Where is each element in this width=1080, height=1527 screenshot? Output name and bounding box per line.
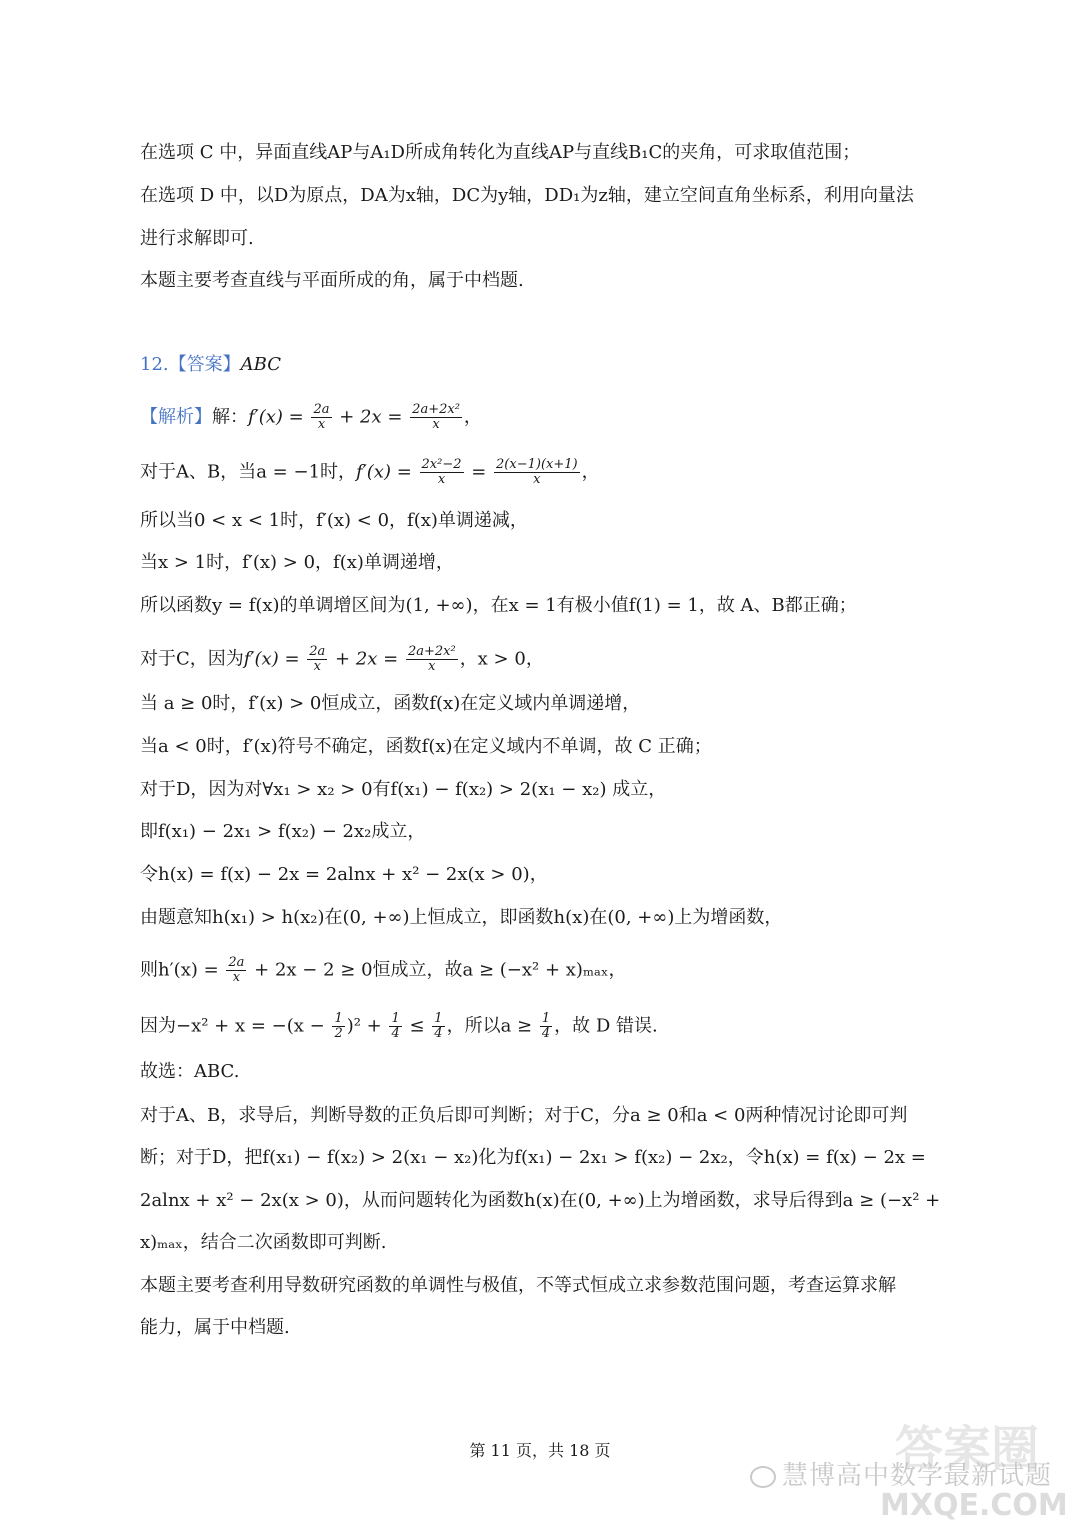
fraction: $\frac{\text{2a+2x²}}{x}$ [407, 644, 456, 674]
solution-line: 2alnx + x² − 2x(x > 0)，从而问题转化为函数h(x)在(0, +∞)上为增函数，求导后得到a ≥ (−x² + [140, 1190, 941, 1211]
intro-line: 本题主要考查直线与平面所成的角，属于中档题. [140, 270, 524, 291]
answer-value: ABC [240, 354, 281, 375]
watermark: 慧博高中数学最新试题 [750, 1455, 1052, 1492]
answer-tag: 【答案】 [168, 354, 241, 375]
fraction: $\frac{\text{2x²−2}}{x}$ [421, 457, 462, 487]
analysis-tag: 【解析】 [140, 406, 212, 428]
fraction: $\frac{2a}{x}$ [309, 644, 326, 674]
solution-line: 所以当0 < x < 1时，f′(x) < 0，f(x)单调递减， [140, 510, 528, 531]
question-number: 12. [140, 354, 169, 375]
solution-line: 故选：ABC. [140, 1061, 240, 1082]
fraction: $\frac{1}{4}$ [541, 1011, 551, 1041]
watermark-logo: 答案圈 [895, 1421, 1040, 1477]
solution-line: 所以函数y = f(x)的单调增区间为(1, +∞)，在x = 1有极小值f(1) = 1，故 A、B都正确； [140, 595, 857, 616]
solution-line: 当a < 0时，f′(x)符号不确定，函数f(x)在定义域内不单调，故 C 正确； [140, 736, 712, 757]
intro-line: 在选项 C 中，异面直线AP与A₁D所成角转化为直线AP与直线B₁C的夹角，可求取值范围； [140, 142, 861, 163]
solution-line: 对于A、B，当a = −1时，f′(x) = $\frac{\text{2x²−2}}{x}$ = $\frac{2(x-1)(x+1)}{x}$ ， [140, 457, 600, 487]
analysis-line: 【解析】解：f′(x) = $\frac{2a}{x}$ + 2x = $\frac{\text{2a+2x²}}{x}$ ， [140, 402, 482, 432]
solution-line: 当 a ≥ 0时，f′(x) > 0恒成立，函数f(x)在定义域内单调递增， [140, 693, 641, 714]
fraction: $\frac{1}{2}$ [334, 1011, 343, 1041]
intro-line: 进行求解即可. [140, 228, 254, 249]
fraction: $\frac{2a}{x}$ [313, 402, 330, 432]
solution-line: 由题意知h(x₁) > h(x₂)在(0, +∞)上恒成立，即函数h(x)在(0, +∞)上为增函数， [140, 907, 783, 928]
solution-line: 对于C，因为f′(x) = $\frac{2a}{x}$ + 2x = $\frac{\text{2a+2x²}}{x}$ ，x > 0， [140, 644, 544, 674]
watermark-url: MXQE.COM [880, 1488, 1068, 1523]
solution-line: 本题主要考查利用导数研究函数的单调性与极值，不等式恒成立求参数范围问题，考查运算求解 [140, 1275, 896, 1296]
fraction: $\frac{1}{4}$ [434, 1011, 443, 1041]
solution-line: 因为−x² + x = −(x − $\frac{1}{2}$ )² + $\frac{1}{4}$ ≤ $\frac{1}{4}$ ，所以a ≥ $\frac{1}{4}$ ，故 D 错误. [140, 1011, 658, 1041]
solution-line: 断；对于D，把f(x₁) − f(x₂) > 2(x₁ − x₂)化为f(x₁) − 2x₁ > f(x₂) − 2x₂，令h(x) = f(x) − 2x = [140, 1147, 926, 1168]
solution-line: 能力，属于中档题. [140, 1317, 290, 1338]
solution-line: 即f(x₁) − 2x₁ > f(x₂) − 2x₂成立， [140, 821, 426, 842]
solution-line: 当x > 1时，f′(x) > 0，f(x)单调递增， [140, 552, 454, 573]
fraction: $\frac{1}{4}$ [391, 1011, 400, 1041]
solution-line: x)ₘₐₓ，结合二次函数即可判断. [140, 1232, 387, 1253]
fraction: $\frac{2a}{x}$ [228, 955, 245, 985]
solution-line: 对于D，因为对∀x₁ > x₂ > 0有f(x₁) − f(x₂) > 2(x₁ − x₂) 成立， [140, 779, 667, 800]
fraction: $\frac{2(x-1)(x+1)}{x}$ [496, 457, 578, 487]
page-footer: 第 11 页，共 18 页 [469, 1441, 611, 1460]
fraction: $\frac{\text{2a+2x²}}{x}$ [412, 402, 460, 432]
question-header [140, 353, 950, 377]
wechat-icon [750, 1466, 776, 1488]
solution-line: 令h(x) = f(x) − 2x = 2alnx + x² − 2x(x > 0)， [140, 864, 548, 885]
solution-line: 对于A、B，求导后，判断导数的正负后即可判断；对于C，分a ≥ 0和a < 0两种情况讨论即可判 [140, 1105, 908, 1126]
intro-line: 在选项 D 中，以D为原点，DA为x轴，DC为y轴，DD₁为z轴，建立空间直角坐标系，利用向量法 [140, 185, 914, 206]
solution-line: 则h′(x) = $\frac{2a}{x}$ + 2x − 2 ≥ 0恒成立，故a ≥ (−x² + x)ₘₐₓ， [140, 955, 627, 985]
